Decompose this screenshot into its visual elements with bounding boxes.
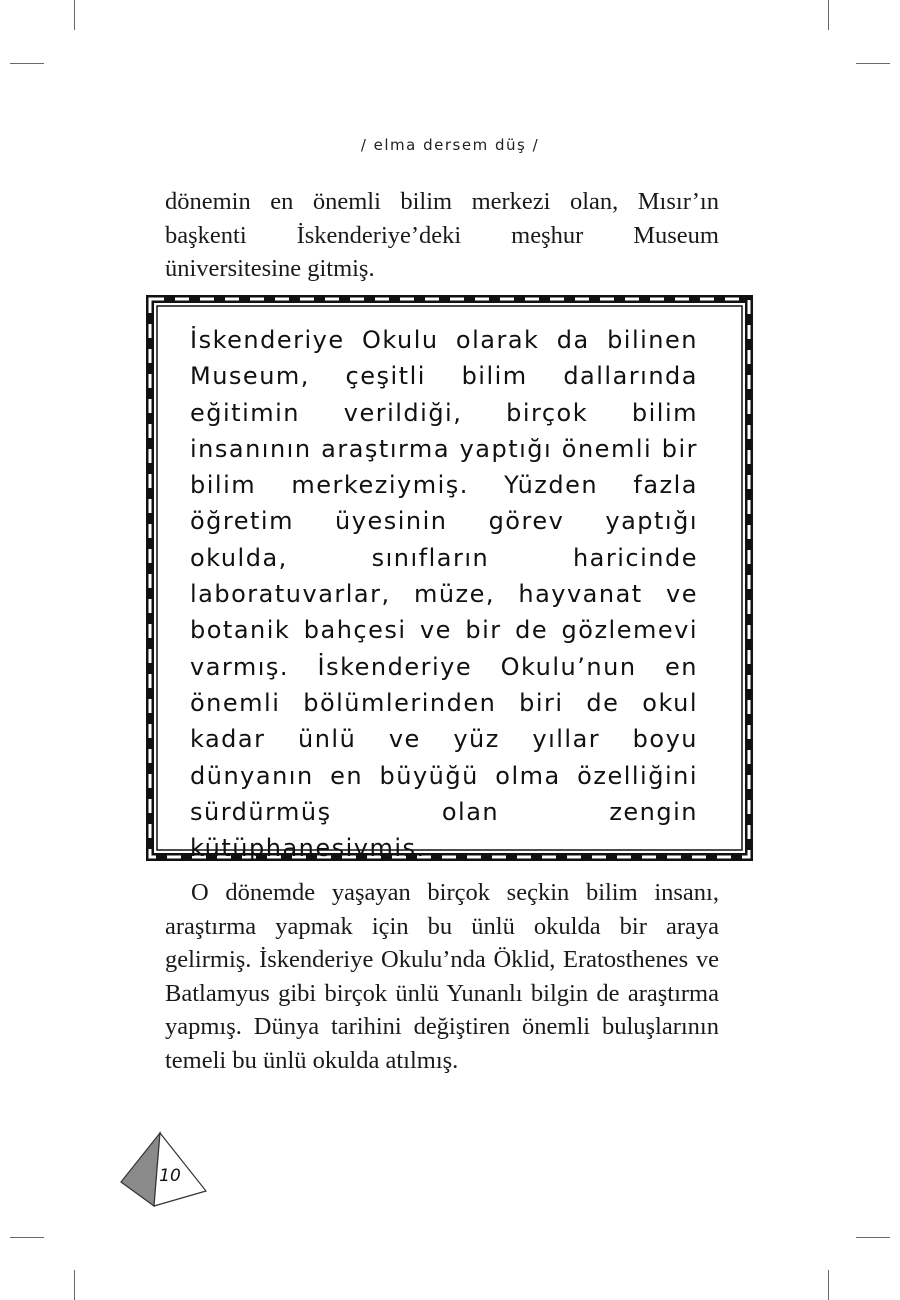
intro-paragraph: dönemin en önemli bilim merkezi olan, Mısır’ın başkenti İskenderiye’deki meşhur Museum üniversitesine gitmiş. <box>165 188 719 282</box>
closing-paragraph: O dönemde yaşayan birçok seçkin bilim insanı, araştırma yapmak için bu ünlü okulda bir araya gelirmiş. İskenderiye Okulu’nda Öklid, Eratosthenes ve Batlamyus gibi birçok ünlü Yunanlı bilgin de araştırma yapmış. Dünya tarihini değiştiren önemli buluşlarının temeli bu ünlü okulda atılmış. <box>165 879 719 1074</box>
crop-mark <box>74 0 75 30</box>
crop-mark <box>828 0 829 30</box>
crop-mark <box>828 1270 829 1300</box>
boxed-paragraph: İskenderiye Okulu olarak da bilinen Museum, çeşitli bilim dallarında eğitimin verildiği, birçok bilim insanının araştırma yaptığı önemli bir bilim merkeziymiş. Yüzden fazla öğretim üyesinin görev yaptığı okulda, sınıfların haricinde laboratuvarlar, müze, hayvanat ve botanik bahçesi ve bir de gözlemevi varmış. İskenderiye Okulu’nun en önemli bölümlerinden biri de okul kadar ünlü ve yüz yıllar boyu dünyanın en büyüğü olma özelliğini sürdürmüş olan zengin kütüphanesiymiş. <box>190 326 698 863</box>
crop-mark <box>10 1237 44 1238</box>
crop-mark <box>856 63 890 64</box>
page-number: 10 <box>159 1166 181 1186</box>
running-header: / elma dersem düş / <box>360 136 540 154</box>
crop-mark <box>74 1270 75 1300</box>
crop-mark <box>856 1237 890 1238</box>
crop-mark <box>10 63 44 64</box>
